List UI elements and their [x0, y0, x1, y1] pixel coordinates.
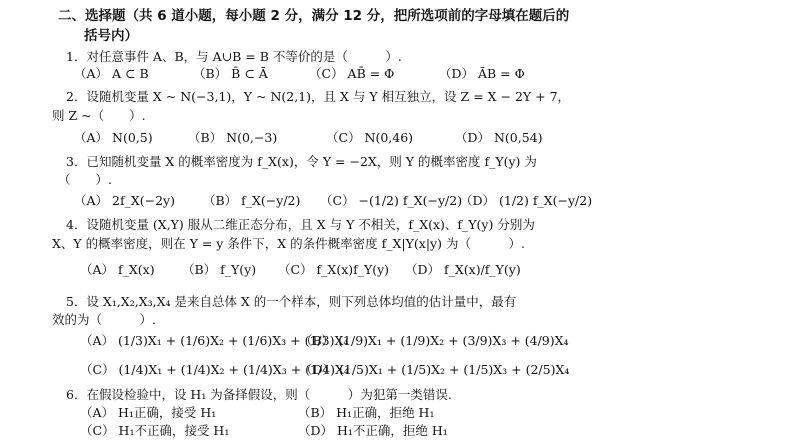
q2-stem: 2．设随机变量 X ~ N(−3,1)，Y ~ N(2,1)，且 X 与 Y 相互独立，设 Z = X − 2Y + 7， — [66, 89, 571, 104]
q2-option-d[interactable]: （D） N(0,54) — [455, 130, 543, 145]
q6-option-a[interactable]: （A） H₁正确，接受 H₁ — [80, 405, 217, 420]
q1-stem: 1．对任意事件 A、B，与 A∪B = B 不等价的是（ ）. — [66, 49, 402, 64]
q5-stem: 5．设 X₁,X₂,X₃,X₄ 是来自总体 X 的一个样本，则下列总体均值的估计量中，最有 — [66, 294, 517, 309]
q3-option-c[interactable]: （C） −(1/2) f_X(−y/2) — [320, 193, 463, 208]
q3-stem: 3．已知随机变量 X 的概率密度为 f_X(x)，令 Y = −2X，则 Y 的概率密度 f_Y(y) 为 — [66, 154, 537, 169]
q1-option-c[interactable]: （C） AB̄ = Φ — [309, 66, 395, 81]
q2-option-a[interactable]: （A） N(0,5) — [74, 130, 153, 145]
q4-option-a[interactable]: （A） f_X(x) — [80, 262, 155, 277]
q5-option-a[interactable]: （A） (1/3)X₁ + (1/6)X₂ + (1/6)X₃ + (1/3)X₄ — [80, 333, 349, 348]
q5-stem-cont: 效的为（ ）. — [52, 312, 156, 327]
q4-option-c[interactable]: （C） f_X(x)f_Y(y) — [278, 262, 390, 277]
q5-option-b[interactable]: （B） (1/9)X₁ + (1/9)X₂ + (3/9)X₃ + (4/9)X₄ — [300, 333, 569, 348]
q1-option-b[interactable]: （B） B̄ ⊂ Ā — [193, 66, 268, 81]
q4-option-d[interactable]: （D） f_X(x)/f_Y(y) — [405, 262, 521, 277]
q6-option-c[interactable]: （C） H₁不正确，接受 H₁ — [80, 423, 230, 438]
q3-stem-cont: （ ）. — [58, 172, 112, 187]
section-header-cont: 括号内） — [84, 28, 138, 44]
q6-option-d[interactable]: （D） H₁不正确，拒绝 H₁ — [298, 423, 448, 438]
section-header: 二、选择题（共 6 道小题，每小题 2 分，满分 12 分，把所选项前的字母填在题后的 — [58, 8, 570, 24]
q3-option-a[interactable]: （A） 2f_X(−2y) — [74, 193, 175, 208]
q2-option-c[interactable]: （C） N(0,46) — [326, 130, 414, 145]
q6-option-b[interactable]: （B） H₁正确，拒绝 H₁ — [298, 405, 435, 420]
q2-option-b[interactable]: （B） N(0,−3) — [188, 130, 278, 145]
q3-option-d[interactable]: （D） (1/2) f_X(−y/2) — [460, 193, 593, 208]
q5-option-d[interactable]: （D） (1/5)X₁ + (1/5)X₂ + (1/5)X₃ + (2/5)X₄ — [300, 362, 570, 377]
q1-option-a[interactable]: （A） A ⊂ B — [74, 66, 149, 81]
q4-option-b[interactable]: （B） f_Y(y) — [182, 262, 257, 277]
q6-stem: 6．在假设检验中，设 H₁ 为备择假设，则（ ）为犯第一类错误. — [66, 387, 452, 402]
q5-option-c[interactable]: （C） (1/4)X₁ + (1/4)X₂ + (1/4)X₃ + (1/4)X₄ — [80, 362, 349, 377]
q4-stem: 4．设随机变量 (X,Y) 服从二维正态分布，且 X 与 Y 不相关，f_X(x)、f_Y(y) 分别为 — [66, 217, 535, 232]
q1-option-d[interactable]: （D） ĀB = Φ — [439, 66, 525, 81]
q3-option-b[interactable]: （B） f_X(−y/2) — [203, 193, 301, 208]
q4-stem-cont: X、Y 的概率密度，则在 Y = y 条件下，X 的条件概率密度 f_X|Y(x|y) 为（ ）. — [52, 236, 525, 251]
q2-stem-cont: 则 Z ~（ ）. — [52, 108, 146, 123]
